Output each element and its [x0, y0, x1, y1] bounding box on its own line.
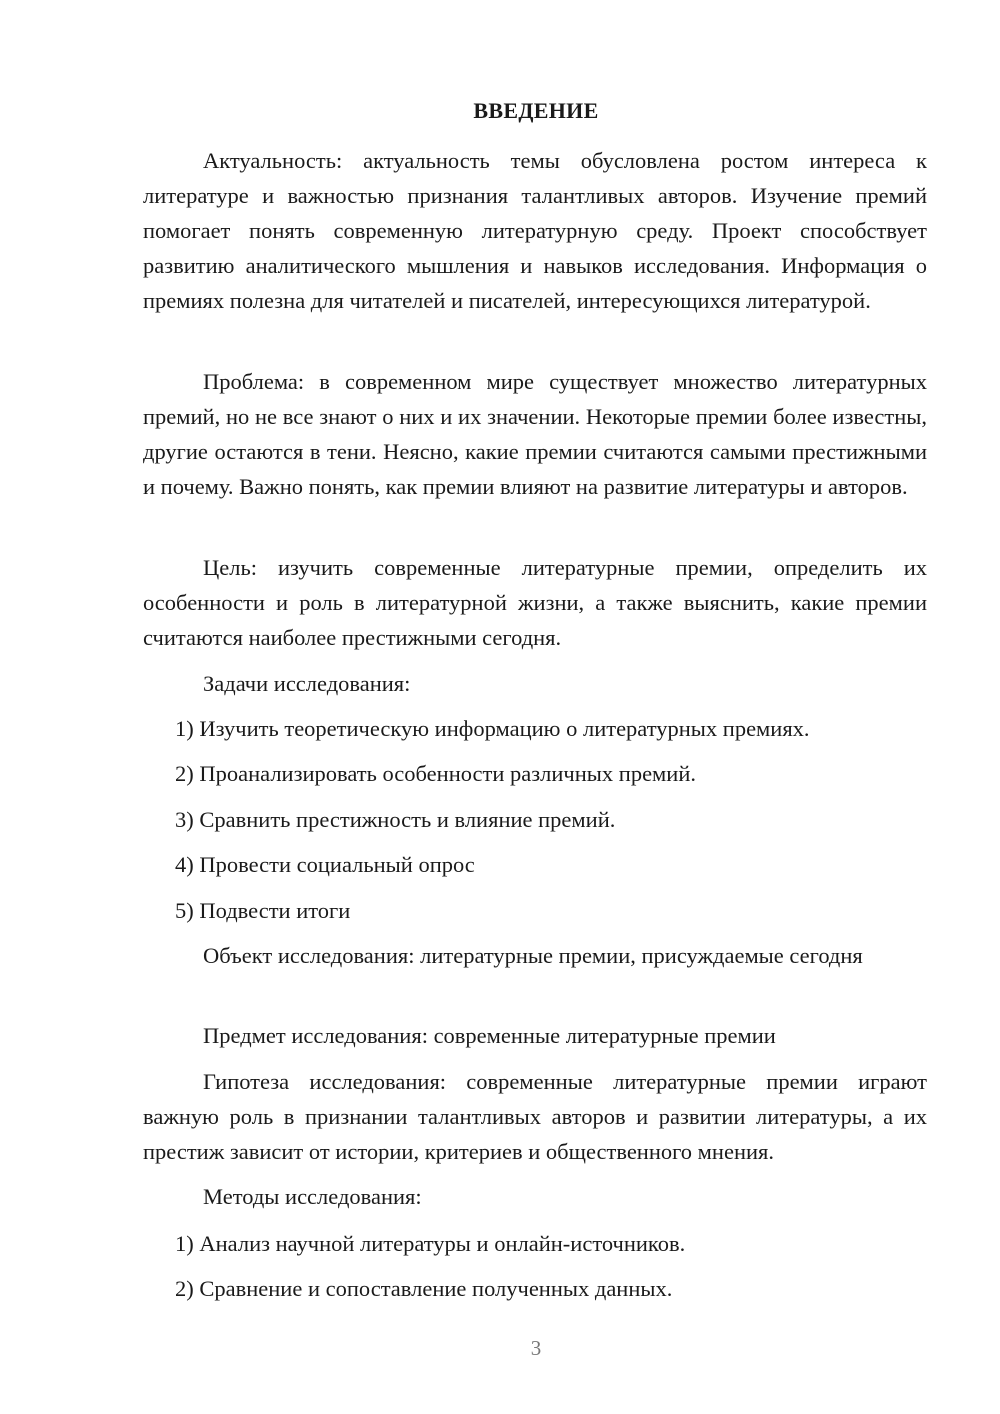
methods-heading: Методы исследования: [203, 1184, 422, 1209]
task-item: 5) Подвести итоги [175, 898, 351, 923]
page-number: 3 [530, 1336, 542, 1360]
task-item: 2) Проанализировать особенности различных премий. [175, 761, 697, 786]
object-paragraph: Объект исследования: литературные премии, присуждаемые сегодня [203, 943, 863, 968]
task-item: 1) Изучить теоретическую информацию о литературных премиях. [175, 716, 810, 741]
task-item: 3) Сравнить престижность и влияние премий. [175, 807, 616, 832]
relevance-paragraph: Актуальность: актуальность темы обусловлена ростом интереса к литературе и важностью признания талантливых авторов. Изучение премий помогает понять современную литературную среду. Проект способствует развитию аналитического мышления и навыков исследования. Информация о премиях полезна для читателей и писателей, интересующихся литературой. [143, 148, 927, 313]
method-item: 1) Анализ научной литературы и онлайн-источников. [175, 1231, 686, 1256]
hypothesis-paragraph: Гипотеза исследования: современные литературные премии играют важную роль в признании талантливых авторов и развитии литературы, а их престиж зависит от истории, критериев и общественного мнения. [143, 1069, 927, 1164]
subject-paragraph: Предмет исследования: современные литературные премии [203, 1023, 776, 1048]
method-item: 2) Сравнение и сопоставление полученных данных. [175, 1276, 673, 1301]
section-title: ВВЕДЕНИЕ [473, 98, 599, 123]
goal-paragraph: Цель: изучить современные литературные премии, определить их особенности и роль в литературной жизни, а также выяснить, какие премии считаются наиболее престижными сегодня. [143, 555, 927, 650]
task-item: 4) Провести социальный опрос [175, 852, 475, 877]
problem-paragraph: Проблема: в современном мире существует множество литературных премий, но не все знают о них и их значении. Некоторые премии более известны, другие остаются в тени. Неясно, какие премии считаются самыми престижными и почему. Важно понять, как премии влияют на развитие литературы и авторов. [143, 369, 927, 499]
tasks-heading: Задачи исследования: [203, 671, 411, 696]
